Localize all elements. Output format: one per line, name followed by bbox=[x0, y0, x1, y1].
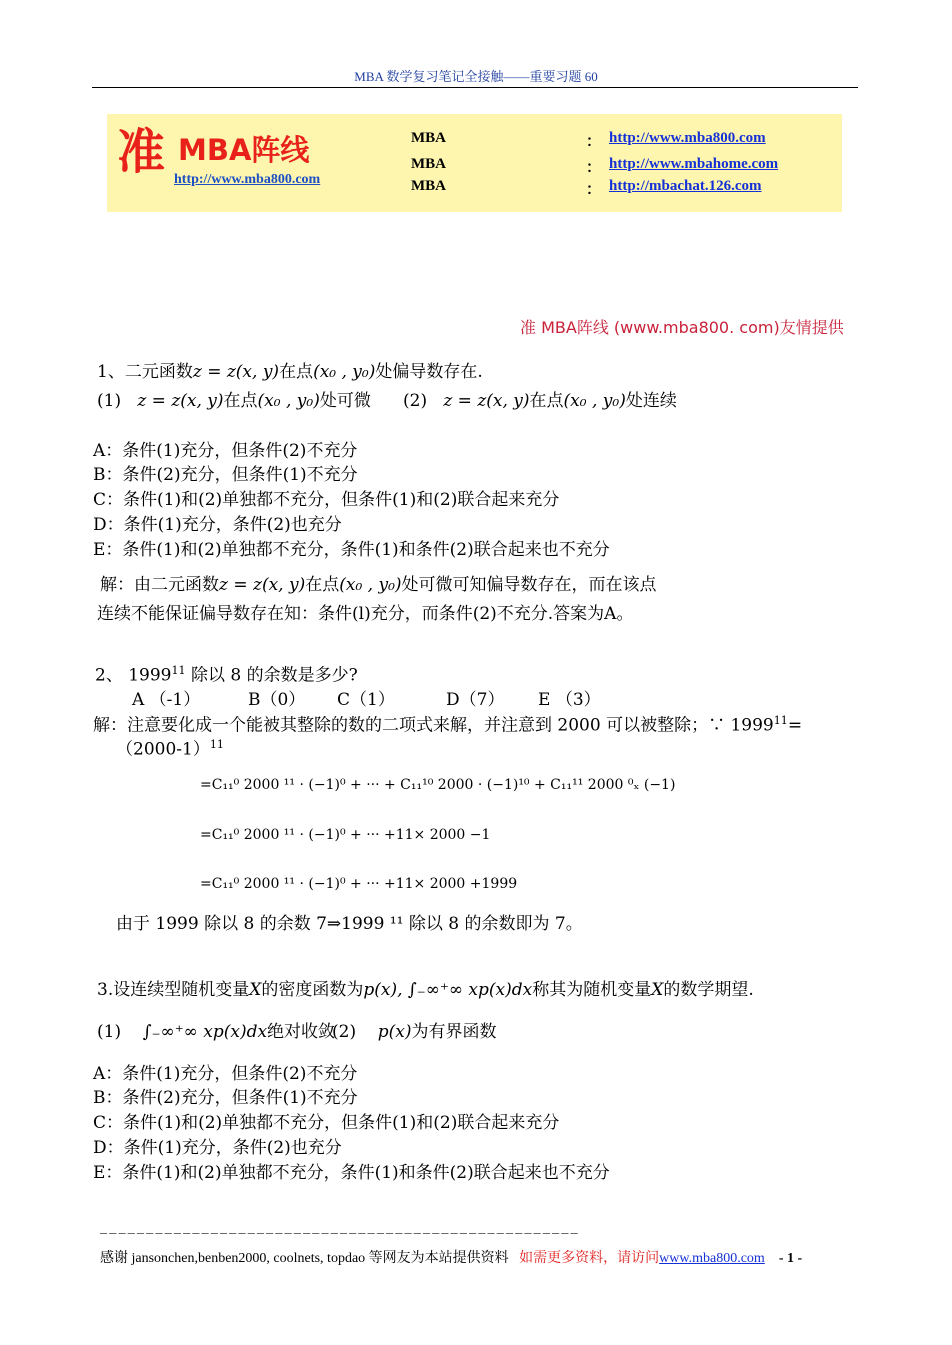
q3-stem: 3.设连续型随机变量X的密度函数为p(x), ∫₋∞⁺∞ xp(x)dx称其为随机变量X的数学期望. bbox=[97, 980, 754, 1000]
q1-option-c: C：条件(1)和(2)单独都不充分，但条件(1)和(2)联合起来充分 bbox=[93, 490, 560, 510]
q2-option-a: A （-1） bbox=[132, 690, 201, 710]
running-header: MBA 数学复习笔记全接触——重要习题 60 bbox=[354, 69, 598, 84]
q3-option-c: C：条件(1)和(2)单独都不充分，但条件(1)和(2)联合起来充分 bbox=[93, 1113, 560, 1133]
q3-option-a: A：条件(1)充分，但条件(2)不充分 bbox=[93, 1064, 358, 1084]
q1-stem: 1、二元函数z = z(x, y)在点(x₀ , y₀)处偏导数存在. bbox=[97, 362, 483, 382]
q1-condition-2: (2) z = z(x, y)在点(x₀ , y₀)处连续 bbox=[403, 391, 677, 411]
banner-colon-3: ： bbox=[586, 180, 602, 198]
header-rule bbox=[92, 87, 858, 88]
banner-label-3: MBA bbox=[411, 178, 446, 194]
q3-condition-1: (1) ∫₋∞⁺∞ xp(x)dx绝对收敛 bbox=[97, 1022, 336, 1042]
footer bbox=[100, 1247, 802, 1267]
q2-option-d: D（7） bbox=[446, 690, 505, 710]
banner-link-3[interactable]: http://mbachat.126.com bbox=[609, 178, 762, 194]
banner-colon-1: ： bbox=[586, 132, 602, 150]
q3-option-e: E：条件(1)和(2)单独都不充分，条件(1)和条件(2)联合起来也不充分 bbox=[93, 1163, 610, 1183]
footer-thanks: 感谢 jansonchen,benben2000, coolnets, topdao 等网友为本站提供资料 bbox=[100, 1251, 509, 1266]
q3-condition-2: (2) p(x)为有界函数 bbox=[332, 1022, 497, 1042]
q1-solution-line-2: 连续不能保证偏导数存在知：条件(l)充分，而条件(2)不充分.答案为A。 bbox=[97, 604, 634, 624]
logo-char: 准 bbox=[117, 124, 166, 180]
banner-link-2[interactable]: http://www.mbahome.com bbox=[609, 156, 779, 172]
q1-option-b: B：条件(2)充分，但条件(1)不充分 bbox=[93, 465, 358, 485]
q1-solution-line-1: 解：由二元函数z = z(x, y)在点(x₀ , y₀)处可微可知偏导数存在，而在该点 bbox=[100, 575, 657, 595]
q2-option-c: C（1） bbox=[337, 690, 395, 710]
q2-stem: 2、 1999$^{11}$ 除以 8 的余数是多少? bbox=[95, 664, 358, 686]
banner-label-1: MBA bbox=[411, 130, 446, 146]
q1-condition-1: (1) z = z(x, y)在点(x₀ , y₀)处可微 bbox=[97, 391, 371, 411]
q2-equation-1: =C₁₁⁰ 2000 ¹¹ · (−1)⁰ + ··· + C₁₁¹⁰ 2000 · (−1)¹⁰ + C₁₁¹¹ 2000 ⁰ₓ (−1) bbox=[200, 777, 676, 793]
q3-option-d: D：条件(1)充分，条件(2)也充分 bbox=[93, 1138, 342, 1158]
provided-by-note: 准 MBA阵线 (www.mba800. com)友情提供 bbox=[520, 318, 844, 337]
q2-option-b: B（0） bbox=[248, 690, 306, 710]
banner-link-1[interactable]: http://www.mba800.com bbox=[609, 130, 766, 146]
footer-more-info: 如需更多资料，请访问 bbox=[519, 1251, 660, 1266]
q3-option-b: B：条件(2)充分，但条件(1)不充分 bbox=[93, 1088, 358, 1108]
q2-equation-3: =C₁₁⁰ 2000 ¹¹ · (−1)⁰ + ··· +11× 2000 +1999 bbox=[200, 876, 518, 892]
q2-option-e: E （3） bbox=[538, 690, 601, 710]
q2-equation-2: =C₁₁⁰ 2000 ¹¹ · (−1)⁰ + ··· +11× 2000 −1 bbox=[200, 827, 491, 843]
q1-option-a: A：条件(1)充分，但条件(2)不充分 bbox=[93, 441, 358, 461]
footer-site-link[interactable]: www.mba800.com bbox=[659, 1251, 765, 1266]
logo-url-link[interactable]: http://www.mba800.com bbox=[174, 172, 321, 187]
q2-solution-line-2: $(2000-1)^{11}$ bbox=[116, 738, 224, 760]
footer-rule: ———————————————————————————————————————————————————— bbox=[100, 1226, 580, 1240]
banner-colon-2: ： bbox=[586, 158, 602, 176]
page-number: - 1 - bbox=[778, 1251, 803, 1266]
q1-option-e: E：条件(1)和(2)单独都不充分，条件(1)和条件(2)联合起来也不充分 bbox=[93, 540, 610, 560]
q2-conclusion: 由于 1999 除以 8 的余数 7⇒1999 ¹¹ 除以 8 的余数即为 7。 bbox=[116, 914, 583, 934]
q1-option-d: D：条件(1)充分，条件(2)也充分 bbox=[93, 515, 342, 535]
logo-text: MBA阵线 bbox=[178, 133, 310, 167]
q2-solution-line-1: 解：注意要化成一个能被其整除的数的二项式来解，并注意到 2000 可以被整除；∵ $1999^{11}=$ bbox=[93, 714, 803, 736]
banner-label-2: MBA bbox=[411, 156, 446, 172]
